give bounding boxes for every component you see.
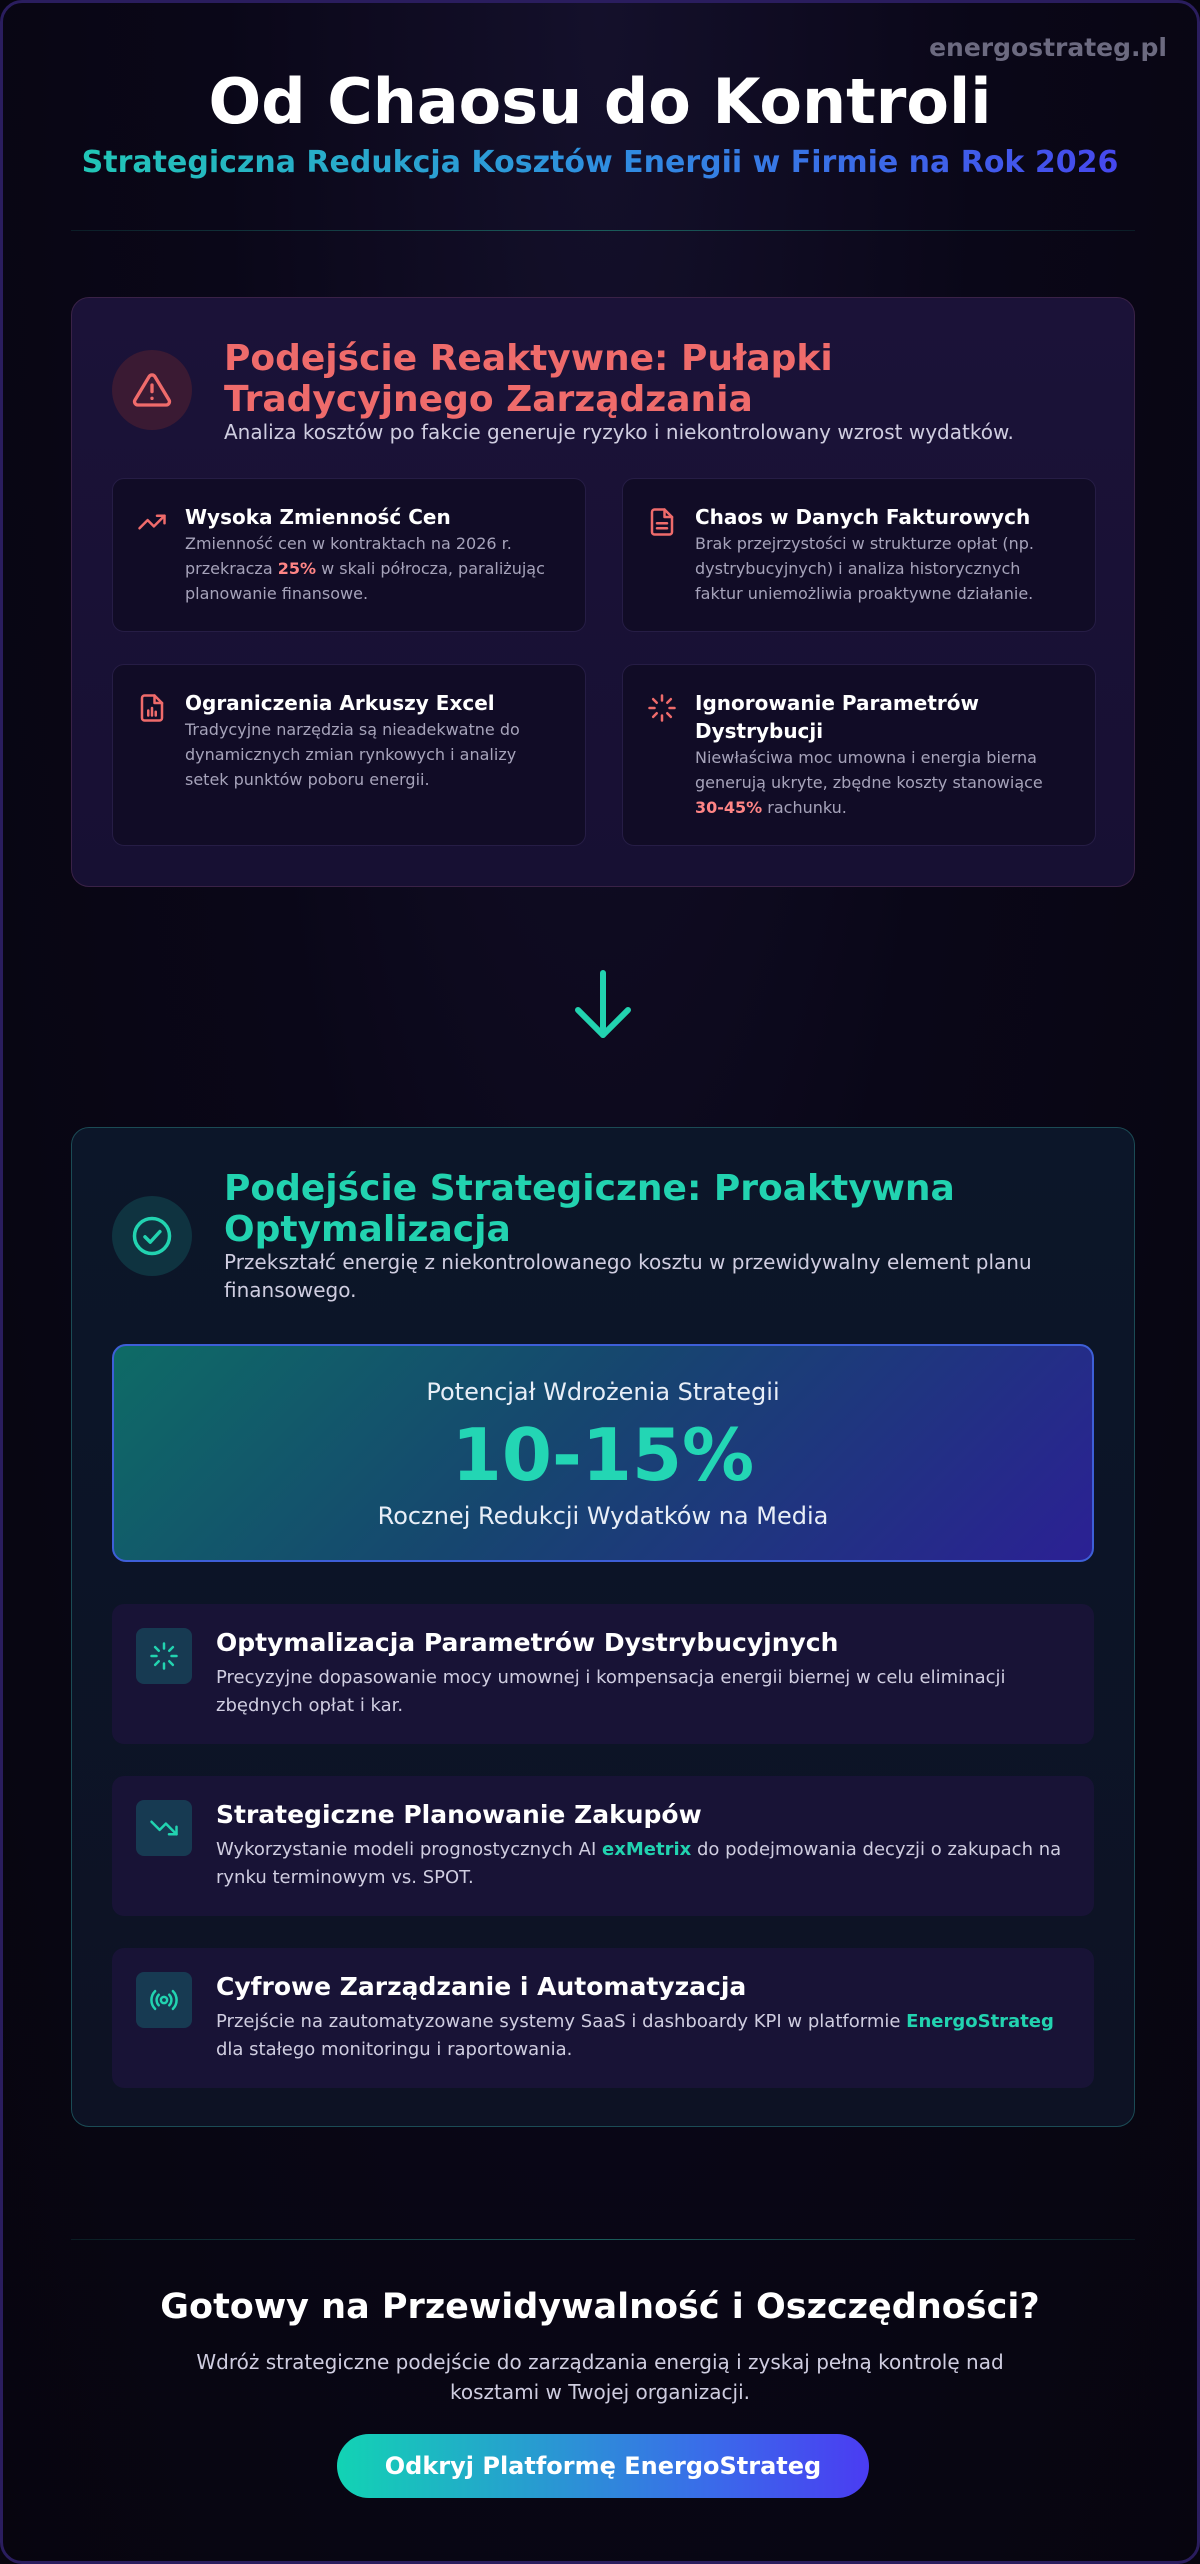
- broadcast-icon: [136, 1972, 192, 2028]
- strategic-panel: [71, 1127, 1135, 2127]
- feature-description: Precyzyjne dopasowanie mocy umownej i kompensacja energii biernej w celu eliminacji zbędnych opłat i kar.: [216, 1667, 1006, 1716]
- card-description: Brak przejrzystości w strukturze opłat (np. dystrybucyjnych) i analiza historycznych faktur uniemożliwia proaktywne działanie.: [695, 534, 1035, 603]
- feature-description: Wykorzystanie modeli prognostycznych AI exMetrix do podejmowania decyzji o zakupach na rynku terminowym vs. SPOT.: [216, 1839, 1062, 1888]
- page-subtitle: Strategiczna Redukcja Kosztów Energii w Firmie na Rok 2026: [3, 145, 1197, 180]
- document-icon: [647, 507, 677, 537]
- loader-icon: [136, 1628, 192, 1684]
- problem-card: [112, 664, 586, 846]
- cta-description: Wdróż strategiczne podejście do zarządzania energią i zyskaj pełną kontrolę nad kosztami w Twojej organizacji.: [196, 2350, 1004, 2404]
- cta-title: Gotowy na Przewidywalność i Oszczędności?: [160, 2287, 1040, 2327]
- site-domain: energostrateg.pl: [929, 33, 1167, 62]
- savings-stat-box: [112, 1344, 1094, 1562]
- arrow-down-icon: [568, 963, 638, 1043]
- card-title: Ignorowanie Parametrów Dystrybucji: [695, 691, 979, 743]
- spreadsheet-chart-icon: [137, 693, 167, 723]
- trending-up-icon: [137, 507, 167, 537]
- feature-item: [112, 1948, 1094, 2088]
- warning-triangle-icon: [112, 350, 192, 430]
- loader-icon: [647, 693, 677, 723]
- page-title: Od Chaosu do Kontroli: [208, 65, 992, 138]
- discover-platform-button[interactable]: Odkryj Platformę EnergoStrateg: [337, 2434, 869, 2498]
- feature-description: Przejście na zautomatyzowane systemy SaaS i dashboardy KPI w platformie EnergoStrateg dla stałego monitoringu i raportowania.: [216, 2011, 1054, 2060]
- feature-title: Optymalizacja Parametrów Dystrybucyjnych: [216, 1628, 839, 1657]
- problem-card: [622, 664, 1096, 846]
- header-divider: [71, 230, 1135, 231]
- cta-divider: [71, 2239, 1135, 2240]
- reactive-title: Podejście Reaktywne: Pułapki Tradycyjnego Zarządzania: [224, 338, 833, 420]
- strategic-title: Podejście Strategiczne: Proaktywna Optymalizacja: [224, 1168, 955, 1250]
- reactive-description: Analiza kosztów po fakcie generuje ryzyko i niekontrolowany wzrost wydatków.: [224, 420, 1014, 444]
- feature-item: [112, 1776, 1094, 1916]
- feature-title: Cyfrowe Zarządzanie i Automatyzacja: [216, 1972, 747, 2001]
- card-description: Niewłaściwa moc umowna i energia bierna generują ukryte, zbędne koszty stanowiące 30-45% rachunku.: [695, 748, 1043, 817]
- problem-card: [112, 478, 586, 632]
- reactive-panel: [71, 297, 1135, 887]
- card-title: Wysoka Zmienność Cen: [185, 505, 451, 529]
- problem-card: [622, 478, 1096, 632]
- card-title: Ograniczenia Arkuszy Excel: [185, 691, 495, 715]
- stat-sublabel: Rocznej Redukcji Wydatków na Media: [377, 1502, 829, 1530]
- stat-value: 10-15%: [451, 1413, 755, 1497]
- feature-title: Strategiczne Planowanie Zakupów: [216, 1800, 702, 1829]
- card-title: Chaos w Danych Fakturowych: [695, 505, 1031, 529]
- card-description: Tradycyjne narzędzia są nieadekwatne do dynamicznych zmian rynkowych i analizy setek punktów poboru energii.: [185, 720, 520, 789]
- card-description: Zmienność cen w kontraktach na 2026 r. przekracza 25% w skali półrocza, paraliżując planowanie finansowe.: [185, 534, 545, 603]
- stat-label: Potencjał Wdrożenia Strategii: [426, 1378, 780, 1406]
- feature-item: [112, 1604, 1094, 1744]
- check-circle-icon: [112, 1196, 192, 1276]
- trending-down-icon: [136, 1800, 192, 1856]
- strategic-description: Przekształć energię z niekontrolowanego kosztu w przewidywalny element planu finansowego.: [224, 1250, 1032, 1302]
